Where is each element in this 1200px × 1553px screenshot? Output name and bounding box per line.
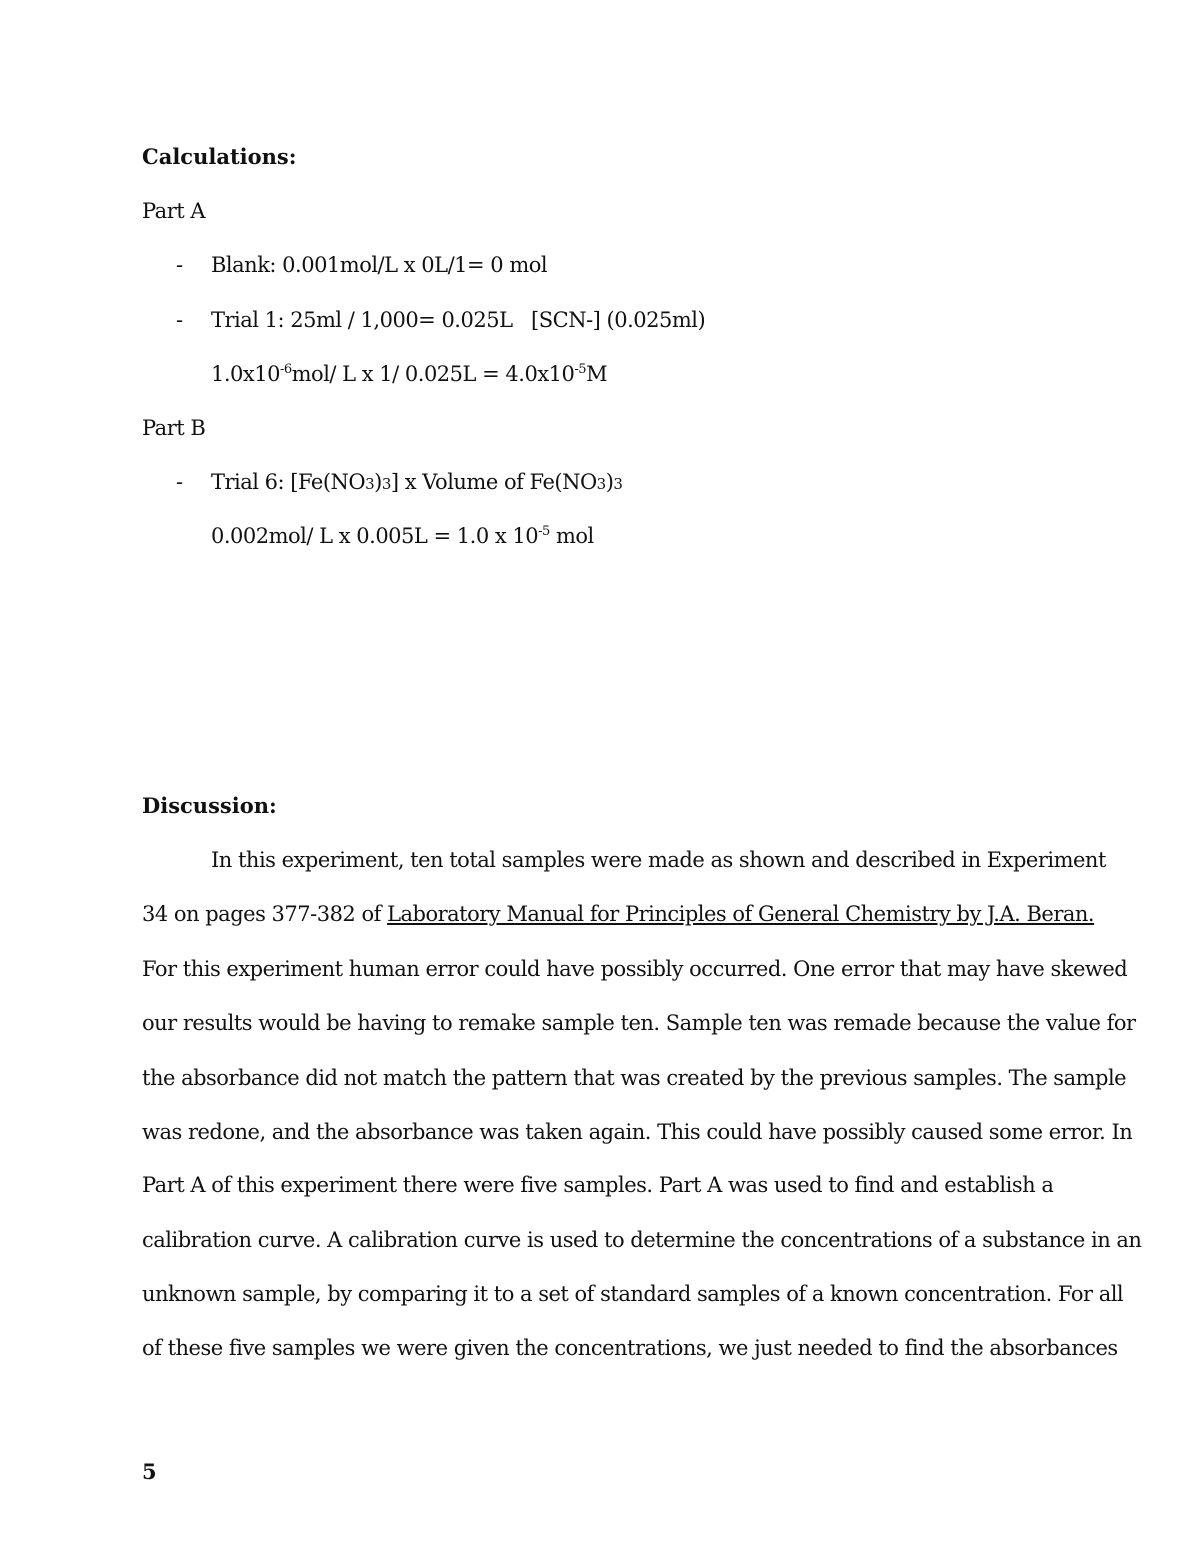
discussion-line: Part A of this experiment there were five samples. Part A was used to find and establish a <box>142 1173 1054 1197</box>
discussion-line: calibration curve. A calibration curve is used to determine the concentrations of a substance in an <box>142 1228 1142 1252</box>
discussion-line: the absorbance did not match the pattern that was created by the previous samples. The sample <box>142 1066 1127 1090</box>
discussion-line: 34 on pages 377-382 of Laboratory Manual for Principles of General Chemistry by J.A. Beran. <box>142 902 1095 926</box>
discussion-line: unknown sample, by comparing it to a set of standard samples of a known concentration. For all <box>142 1282 1124 1306</box>
discussion-line: of these five samples we were given the concentrations, we just needed to find the absorbances <box>142 1336 1118 1360</box>
blank-calculation: Blank: 0.001mol/L x 0L/1= 0 mol <box>211 253 548 277</box>
discussion-line: our results would be having to remake sample ten. Sample ten was remade because the value for <box>142 1011 1136 1035</box>
trial-1-concentration: $1.0x10^{-6}mol/$ L x 1/ $0.025L = 4.0x10^{-5}M$ <box>211 362 608 386</box>
bullet-dash: - <box>176 308 184 332</box>
calculations-heading: Calculations: <box>142 144 297 169</box>
part-a-label: Part A <box>142 199 206 223</box>
discussion-line: For this experiment human error could have possibly occurred. One error that may have skewed <box>142 957 1128 981</box>
discussion-line: In this experiment, ten total samples were made as shown and described in Experiment <box>211 848 1106 872</box>
trial-6-moles: 0.002mol/ L x 0.005L = 1.0 x $10^{-5}$ mol <box>211 524 594 548</box>
trial-1-calculation: Trial 1: 25ml / 1,000= 0.025L [SCN-] (0.025ml) <box>211 308 706 332</box>
bullet-dash: - <box>176 470 184 494</box>
page-number: 5 <box>142 1459 157 1484</box>
reference-title: Laboratory Manual for Principles of General Chemistry by J.A. Beran. <box>387 902 1095 926</box>
part-b-label: Part B <box>142 416 206 440</box>
trial-6-calculation: Trial 6: [Fe(NO3)3] x Volume of Fe(NO3)3 <box>211 470 623 494</box>
bullet-dash: - <box>176 253 184 277</box>
discussion-heading: Discussion: <box>142 793 277 818</box>
discussion-line: was redone, and the absorbance was taken again. This could have possibly caused some error. In <box>142 1120 1133 1144</box>
